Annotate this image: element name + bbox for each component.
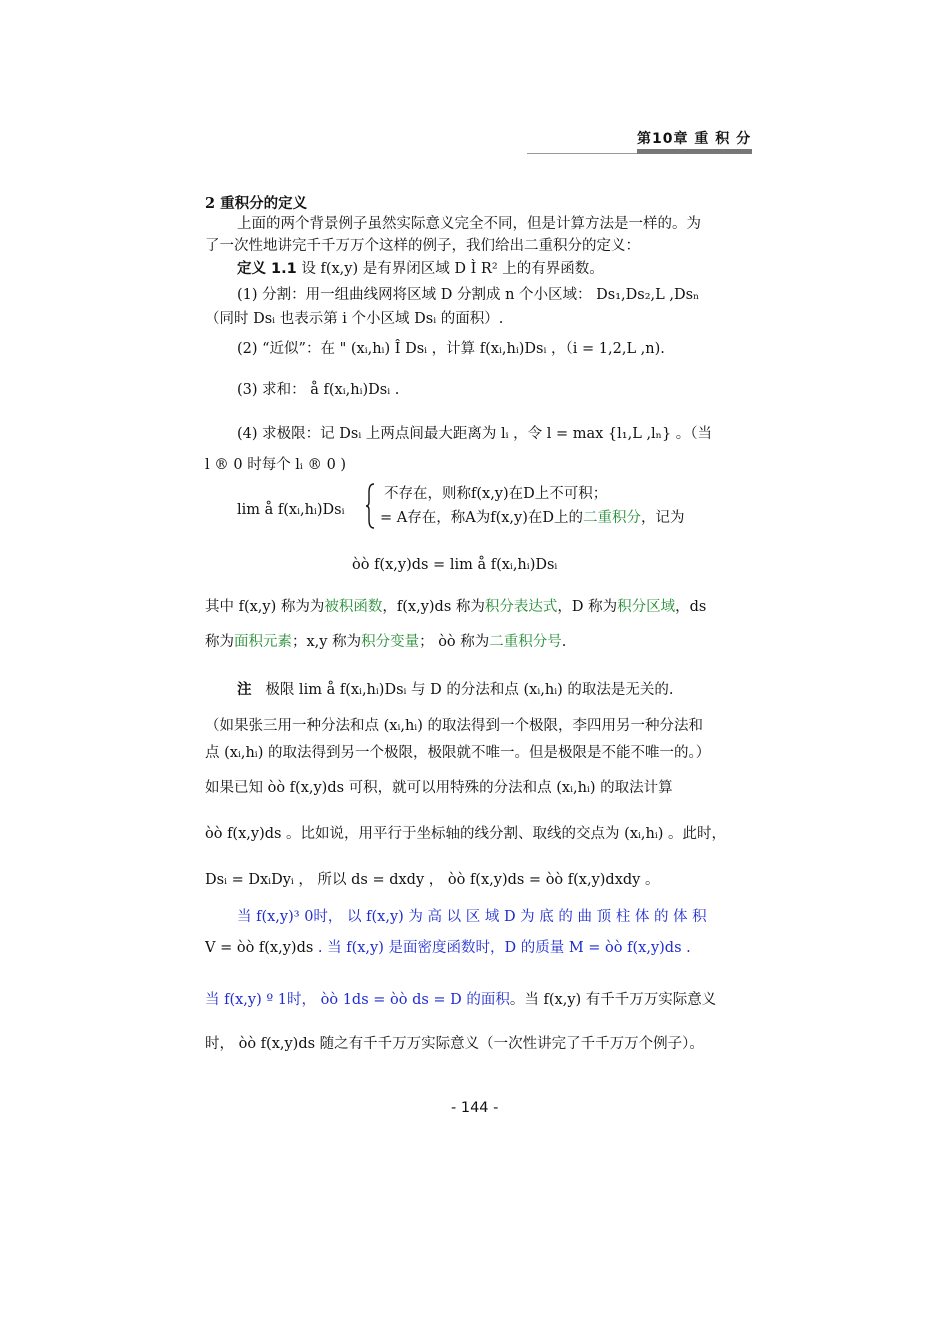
step-4: (4) 求极限：记 Dsᵢ 上两点间最大距离为 lᵢ ，令 l = max {l₁,L ,lₙ} 。（当 [237,426,713,442]
application-line-4: 时， òò f(x,y)ds 随之有千千万万实际意义（一次性讲完了千千万万个例子）。 [205,1036,704,1052]
double-integral-formula: òò f(x,y)ds = lim å f(xᵢ,hᵢ)Dsᵢ [352,557,558,573]
note-line-5: òò f(x,y)ds 。比如说，用平行于坐标轴的线分割、取线的交点为 (xᵢ,hᵢ) 。此时， [205,826,727,842]
intro-line-1: 上面的两个背景例子虽然实际意义完全不同，但是计算方法是一样的。为 [237,216,701,232]
term-integral-variables: 积分变量 [361,634,420,650]
term-double-integral: 二重积分 [583,510,641,526]
step-3: (3) 求和： å f(xᵢ,hᵢ)Dsᵢ . [237,382,400,398]
term-integral-region: 积分区域 [617,599,676,615]
term-integrand: 被积函数 [324,599,383,615]
note-line-6: Dsᵢ = DxᵢDyᵢ ， 所以 ds = dxdy ， òò f(x,y)ds = òò f(x,y)dxdy 。 [205,872,660,888]
step-1-note: （同时 Dsᵢ 也表示第 i 个小区域 Dsᵢ 的面积）. [205,311,504,327]
term-area-element: 面积元素 [234,634,292,650]
brace-icon [366,482,376,530]
terms-line-1: 其中 f(x,y) 称为为被积函数，f(x,y)ds 称为积分表达式，D 称为积分区域，ds [205,599,707,615]
section-title: 2 重积分的定义 [205,195,308,212]
limit-case-1: 不存在，则称f(x,y)在D上不可积； [384,486,608,502]
application-line-2: V = òò f(x,y)ds . 当 f(x,y) 是面密度函数时，D 的质量 M = òò f(x,y)ds . [205,940,691,956]
definition-label: 定义 1.1 [237,261,297,277]
application-line-3: 当 f(x,y) º 1时， òò 1ds = òò ds = D 的面积。当 f(x,y) 有千千万万实际意义 [205,992,717,1008]
limit-expression: lim å f(xᵢ,hᵢ)Dsᵢ [237,502,345,518]
step-4-cont: l ® 0 时每个 lᵢ ® 0 ) [205,457,347,473]
page-number: - 144 - [451,1100,499,1116]
step-1: (1) 分割：用一组曲线网将区域 D 分割成 n 个小区域： Ds₁,Ds₂,L ,Dsₙ [237,287,700,303]
header-rule-thick [637,149,752,154]
header-rule-thin [527,153,637,154]
limit-case-2: = A存在，称A为f(x,y)在D上的二重积分，记为 [380,510,685,526]
step-2: (2) “近似”：在 " (xᵢ,hᵢ) Î Dsᵢ ，计算 f(xᵢ,hᵢ)Dsᵢ ，（i = 1,2,L ,n). [237,341,665,357]
note-line-1: 注 极限 lim å f(xᵢ,hᵢ)Dsᵢ 与 D 的分法和点 (xᵢ,hᵢ) 的取法是无关的. [237,681,674,698]
intro-line-2: 了一次性地讲完千千万万个这样的例子，我们给出二重积分的定义： [205,238,640,254]
term-integral-expression: 积分表达式 [484,599,558,615]
note-line-4: 如果已知 òò f(x,y)ds 可积，就可以用特殊的分法和点 (xᵢ,hᵢ) 的取法计算 [205,780,673,796]
term-double-integral-sign: 二重积分号 [489,634,562,650]
note-label: 注 [237,681,252,698]
application-line-1: 当 f(x,y)³ 0时， 以 f(x,y) 为 高 以 区 域 D 为 底 的 曲 顶 柱 体 的 体 积 [237,909,707,925]
note-line-2: （如果张三用一种分法和点 (xᵢ,hᵢ) 的取法得到一个极限，李四用另一种分法和 [205,718,703,734]
note-line-3: 点 (xᵢ,hᵢ) 的取法得到另一个极限，极限就不唯一。但是极限是不能不唯一的。） [205,745,711,761]
chapter-header: 第10章 重 积 分 [637,131,752,147]
definition-text: 设 f(x,y) 是有界闭区域 D Ì R² 上的有界函数。 [301,261,604,277]
definition-line [237,259,604,279]
terms-line-2: 称为面积元素；x,y 称为积分变量； òò 称为二重积分号. [205,634,567,650]
